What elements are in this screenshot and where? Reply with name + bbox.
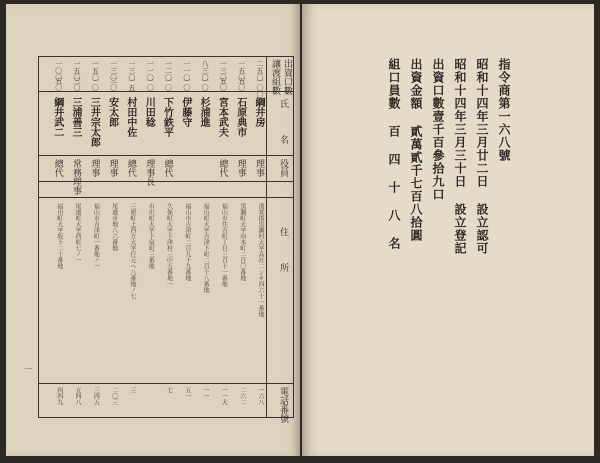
row-address: 尾道町大字西町七ノ一: [74, 203, 81, 263]
header-name: 氏 名: [278, 99, 288, 144]
row-units: 一三〇: [127, 60, 136, 81]
row-units: 一〇〇: [54, 60, 63, 81]
row-units: 一五〇: [73, 60, 81, 81]
row-units: 一三〇: [219, 60, 228, 81]
registration-line: 出資金額 貳萬貳千七百八拾圓: [409, 58, 423, 242]
row-name: 宮本武夫: [216, 97, 228, 137]
row-amount: 三〇: [73, 77, 81, 91]
header-address: 住 所: [278, 227, 288, 272]
row-units: 一三〇: [109, 60, 118, 81]
row-amount: 五〇: [54, 77, 63, 91]
row-name: 三浦善三: [70, 97, 81, 137]
row-address: 尾道市地八六番地: [110, 203, 118, 251]
row-role: 總代: [125, 159, 136, 177]
row-amount: 一〇: [201, 77, 210, 91]
row-units: 一二〇: [164, 60, 173, 81]
row-name: 石原典市: [234, 97, 246, 137]
row-name: 綱井武二: [51, 97, 63, 137]
row-amount: 一〇: [182, 77, 191, 91]
row-address: 福山町大字吉津下町二百十八番地: [202, 203, 210, 293]
row-address: 福山市吉津町二百九十九番地: [183, 203, 191, 281]
registration-line: 組口員數 百 四 十 八 名: [387, 58, 401, 250]
registration-line: 指令商第一六八號: [497, 58, 511, 162]
row-address: 淺實郡黒瀬村大字高社二ンキ四六十一番地: [257, 203, 264, 317]
row-amount: 一〇: [91, 77, 100, 91]
row-phone: 五一: [183, 387, 191, 399]
header-col-divider: [266, 57, 267, 417]
row-phone: 二〇三: [110, 387, 118, 405]
row-phone: 五四八: [74, 387, 81, 405]
row-phone: 一一大: [220, 387, 228, 405]
row-role: 總代: [162, 159, 173, 177]
row-phone: 三: [128, 387, 136, 393]
row-role: 理事: [89, 159, 100, 177]
row-role: 理事長: [144, 159, 155, 186]
row-role: 總代: [52, 159, 63, 177]
member-table: [38, 56, 294, 423]
row-units: 一五〇: [91, 60, 100, 81]
row-phone: 七: [165, 387, 173, 393]
row-units: 一五〇: [237, 60, 246, 81]
row-name: 下竹鉄平: [161, 97, 173, 137]
row-amount: 一〇〇: [256, 77, 264, 98]
row-units: 二五〇: [256, 60, 264, 81]
row-amount: 一〇: [164, 77, 173, 91]
row-address: 黒瀬町大字向本町二百〇番地: [238, 203, 246, 281]
row-name: 川田稔: [143, 97, 155, 127]
row-address: 市川町大字下宿町三番地: [147, 203, 155, 269]
row-divider-name: [39, 155, 293, 156]
row-address: 福山市吉津町一番地ノ一: [92, 203, 100, 269]
row-name: 杉浦進: [198, 97, 210, 127]
row-role: 理事: [235, 159, 246, 177]
row-divider-role2: [39, 197, 293, 198]
row-role: 理事: [107, 159, 118, 177]
row-address: 福山市住吉町丁目三百十一番地: [220, 203, 228, 287]
row-role: 總代: [217, 159, 228, 177]
left-page: [6, 4, 300, 456]
row-phone: 四四九: [55, 387, 63, 405]
row-amount: 二〇: [109, 77, 118, 91]
row-amount: 五〇: [237, 77, 246, 91]
row-name: 三井宗太郎: [88, 97, 100, 147]
row-phone: 一一: [202, 387, 210, 399]
row-units: 一一〇: [182, 60, 191, 81]
row-units: 一一〇: [146, 60, 155, 81]
row-address: 三原町上西方大字行元ヘ八番地ノ七: [128, 203, 136, 299]
row-address: 久保町大字下津村三中五番地一: [165, 203, 173, 287]
row-name: 村田中佐: [124, 97, 136, 137]
row-role: 常務理事: [71, 159, 81, 195]
header-phone: 電話番號: [278, 387, 288, 423]
row-units: 八三〇: [201, 60, 210, 81]
row-name: 綱井房: [253, 97, 264, 127]
row-phone: 一六八: [257, 387, 264, 405]
header-units: 出資口數: [282, 59, 292, 95]
row-phone: 三四五: [92, 387, 100, 405]
registration-line: 昭和十四年三月廿二日 設立認可: [475, 58, 489, 255]
row-divider-phone: [39, 383, 293, 384]
row-amount: 一〇: [146, 77, 155, 91]
row-phone: 二六二: [238, 387, 246, 405]
header-role: 役員: [278, 159, 288, 177]
row-amount: 一五: [127, 77, 136, 91]
right-page: [302, 4, 594, 456]
row-name: 安太郎: [106, 97, 118, 127]
registration-line: 出資口數壹千百參拾九口: [431, 58, 445, 201]
margin-mark: 一: [24, 365, 32, 374]
row-name: 伊藤守: [179, 97, 191, 127]
header-divider: [39, 91, 293, 92]
row-address: 福田町大字坂下二十番地: [55, 203, 63, 269]
row-role: 理事: [254, 159, 264, 177]
header-amount: 讓渡組數: [270, 59, 280, 95]
registration-line: 昭和十四年三月三十日 設立登記: [453, 58, 467, 255]
row-amount: 五〇: [219, 77, 228, 91]
